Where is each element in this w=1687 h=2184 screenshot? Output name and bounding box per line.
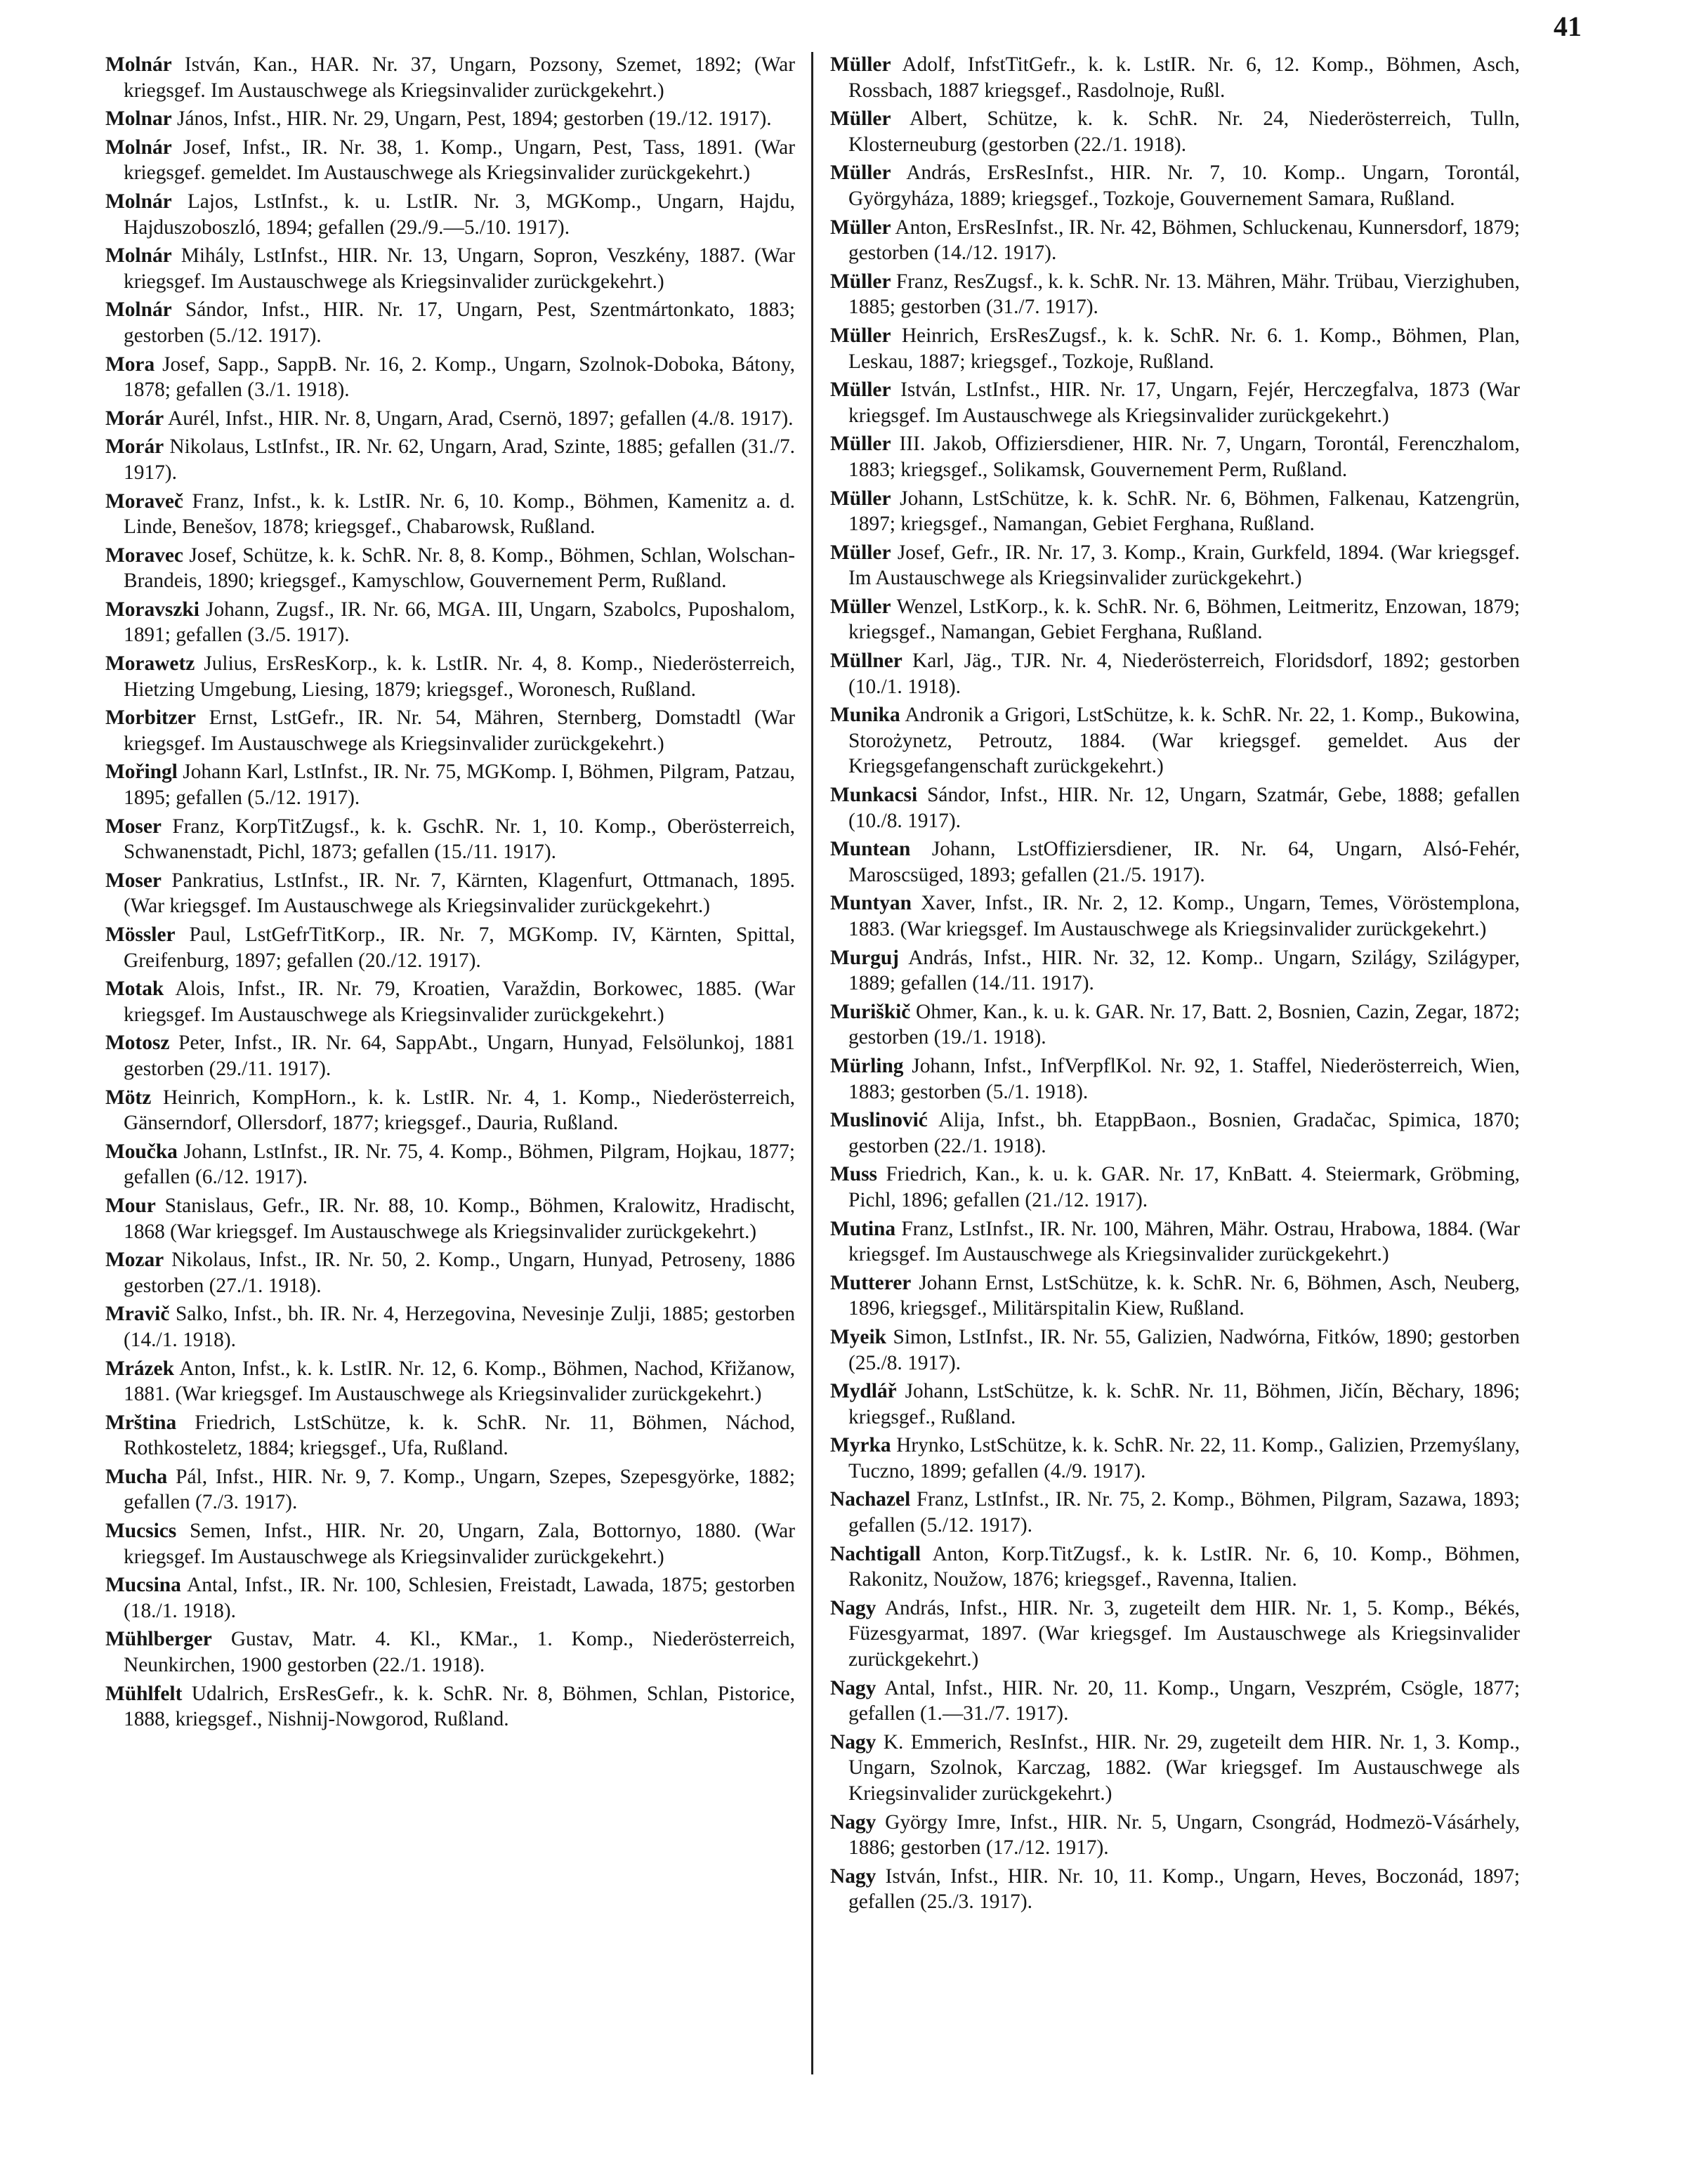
surname: Müller [830, 433, 891, 456]
entry-details: György Imre, Infst., HIR. Nr. 5, Ungarn, Csongrád, Hodmezö-Vásárhely, 1886; gestorben (17./12. 1917). [848, 1810, 1520, 1860]
entry-details: Ernst, LstGefr., IR. Nr. 54, Mähren, Sternberg, Domstadtl (War kriegsgef. Im Austauschwege als Kriegsinvalider zurückgekehrt.) [124, 706, 795, 755]
casualty-entry [830, 594, 1520, 645]
casualty-entry [105, 922, 795, 973]
entry-details: Heinrich, KompHorn., k. k. LstIR. Nr. 4, 1. Komp., Niederösterreich, Gänserndorf, Ollersdorf, 1877; kriegsgef., Dauria, Rußland. [124, 1086, 795, 1135]
entry-details: Johann, LstOffiziersdiener, IR. Nr. 64, Ungarn, Alsó-Fehér, Maroscsüged, 1893; gefallen (21./5. 1917). [848, 838, 1520, 886]
casualty-entry [830, 999, 1520, 1051]
entry-details: Johann, LstInfst., IR. Nr. 75, 4. Komp., Böhmen, Pilgram, Hojkau, 1877; gefallen (6./12. 1917). [124, 1140, 795, 1189]
casualty-entry [105, 189, 795, 240]
surname: Mořingl [105, 761, 178, 784]
casualty-entry [830, 1730, 1520, 1807]
casualty-entry [105, 52, 795, 103]
casualty-entry [105, 1193, 795, 1244]
surname: Moravec [105, 544, 183, 567]
casualty-entry [830, 1433, 1520, 1484]
surname: Moravszki [105, 598, 199, 621]
casualty-entry [830, 1676, 1520, 1727]
entry-details: Mihály, LstInfst., HIR. Nr. 13, Ungarn, Sopron, Veszkény, 1887. (War kriegsgef. Im Austauschwege als Kriegsinvalider zurückgekehrt.) [124, 244, 795, 293]
surname: Molnár [105, 298, 172, 322]
casualty-entry [830, 323, 1520, 374]
surname: Mravič [105, 1303, 170, 1326]
entry-details: Hrynko, LstSchütze, k. k. SchR. Nr. 22, 11. Komp., Galizien, Przemyślany, Tuczno, 1899; gefallen (4./9. 1917). [848, 1434, 1520, 1482]
surname: Motosz [105, 1032, 170, 1055]
casualty-entry [830, 1270, 1520, 1322]
surname: Müller [830, 107, 891, 131]
casualty-entry [830, 648, 1520, 699]
entry-details: Paul, LstGefrTitKorp., IR. Nr. 7, MGKomp. IV, Kärnten, Spittal, Greifenburg, 1897; gefallen (20./12. 1917). [124, 923, 795, 972]
entry-details: Franz, Infst., k. k. LstIR. Nr. 6, 10. Komp., Böhmen, Kamenitz a. d. Linde, Benešov, 1878; kriegsgef., Chabarowsk, Rußland. [124, 489, 795, 539]
casualty-entry [105, 1247, 795, 1298]
entry-details: Johann, LstSchütze, k. k. SchR. Nr. 6, Böhmen, Falkenau, Katzengrün, 1897; kriegsgef., Namangan, Gebiet Ferghana, Rußland. [848, 487, 1520, 536]
entry-details: Friedrich, Kan., k. u. k. GAR. Nr. 17, KnBatt. 4. Steiermark, Gröbming, Pichl, 1896; gefallen (21./12. 1917). [848, 1163, 1520, 1211]
surname: Morár [105, 407, 164, 430]
casualty-entry [105, 243, 795, 294]
surname: Mürling [830, 1054, 904, 1077]
casualty-entry [830, 106, 1520, 157]
entry-details: Johann, LstSchütze, k. k. SchR. Nr. 11, Böhmen, Jičín, Běchary, 1896; kriegsgef., Rußland. [848, 1380, 1520, 1428]
surname: Müller [830, 379, 891, 402]
casualty-entry [105, 597, 795, 648]
entry-details: Friedrich, LstSchütze, k. k. SchR. Nr. 11, Böhmen, Náchod, Rothkosteletz, 1884; kriegsgef., Ufa, Rußland. [124, 1411, 795, 1460]
casualty-entry [105, 434, 795, 485]
surname: Müller [830, 53, 891, 76]
entry-details: István, Kan., HAR. Nr. 37, Ungarn, Pozsony, Szemet, 1892; (War kriegsgef. Im Austauschwege als Kriegsinvalider zurückgekehrt.) [124, 53, 795, 102]
surname: Morár [105, 435, 164, 459]
entry-details: Heinrich, ErsResZugsf., k. k. SchR. Nr. 6. 1. Komp., Böhmen, Plan, Leskau, 1887; kriegsgef., Tozkoje, Rußland. [848, 324, 1520, 373]
casualty-entry [105, 406, 795, 432]
surname: Mucsics [105, 1520, 177, 1543]
surname: Müller [830, 324, 891, 347]
casualty-entry [830, 540, 1520, 591]
casualty-entry [830, 1053, 1520, 1105]
entry-details: Franz, LstInfst., IR. Nr. 75, 2. Komp., Böhmen, Pilgram, Sazawa, 1893; gefallen (5./12. 1917). [848, 1488, 1520, 1537]
casualty-entry [830, 1541, 1520, 1593]
casualty-entry [105, 489, 795, 540]
surname: Nagy [830, 1730, 877, 1754]
casualty-entry [105, 1301, 795, 1353]
surname: Nachazel [830, 1488, 911, 1511]
casualty-entry [105, 1681, 795, 1732]
surname: Nagy [830, 1596, 877, 1619]
surname: Mucha [105, 1465, 168, 1488]
entry-details: Peter, Infst., IR. Nr. 64, SappAbt., Ungarn, Hunyad, Felsölunkoj, 1881 gestorben (29./11. 1917). [124, 1032, 795, 1080]
surname: Muslinović [830, 1109, 928, 1132]
entry-details: András, Infst., HIR. Nr. 32, 12. Komp.. Ungarn, Szilágy, Szilágyper, 1889; gefallen (14./11. 1917). [848, 946, 1520, 995]
surname: Muss [830, 1163, 877, 1186]
surname: Moučka [105, 1140, 178, 1163]
entry-details: Simon, LstInfst., IR. Nr. 55, Galizien, Nadwórna, Fitków, 1890; gestorben (25./8. 1917). [848, 1325, 1520, 1374]
surname: Müller [830, 595, 891, 618]
casualty-entry [105, 1626, 795, 1678]
entry-details: Johann, Zugsf., IR. Nr. 66, MGA. III, Ungarn, Szabolcs, Puposhalom, 1891; gefallen (3./5. 1917). [124, 598, 795, 647]
casualty-entry [105, 543, 795, 594]
casualty-entry [830, 1864, 1520, 1915]
casualty-entry [105, 1464, 795, 1515]
casualty-entry [830, 1162, 1520, 1213]
surname: Mühlfelt [105, 1682, 183, 1705]
casualty-entry [830, 1379, 1520, 1430]
entry-details: K. Emmerich, ResInfst., HIR. Nr. 29, zugeteilt dem HIR. Nr. 1, 3. Komp., Ungarn, Szolnok, Karczag, 1882. (War kriegsgef. Im Austauschwege als Kriegsinvalider zurückgekehrt.) [848, 1730, 1520, 1805]
entry-details: Johann Ernst, LstSchütze, k. k. SchR. Nr. 6, Böhmen, Asch, Neuberg, 1896, kriegsgef., Militärspitalin Kiew, Rußland. [848, 1271, 1520, 1320]
surname: Mötz [105, 1086, 152, 1109]
surname: Mössler [105, 923, 176, 946]
column-divider [811, 52, 813, 2074]
entry-details: Anton, Infst., k. k. LstIR. Nr. 12, 6. Komp., Böhmen, Nachod, Křižanow, 1881. (War kriegsgef. Im Austauschwege als Kriegsinvalider zurückgekehrt.) [124, 1357, 795, 1406]
casualty-entry [830, 52, 1520, 103]
entry-details: Josef, Infst., IR. Nr. 38, 1. Komp., Ungarn, Pest, Tass, 1891. (War kriegsgef. gemeldet. Im Austauschwege als Kriegsinvalider zurückgekehrt.) [124, 136, 795, 185]
entry-details: Alija, Infst., bh. EtappBaon., Bosnien, Gradačac, Spimica, 1870; gestorben (22./1. 1918). [848, 1109, 1520, 1157]
casualty-entry [105, 1572, 795, 1624]
entry-details: Sándor, Infst., HIR. Nr. 17, Ungarn, Pest, Szentmártonkato, 1883; gestorben (5./12. 1917). [124, 298, 795, 347]
surname: Morbitzer [105, 706, 196, 730]
entry-details: Salko, Infst., bh. IR. Nr. 4, Herzegovina, Nevesinje Zulji, 1885; gestorben (14./1. 1918). [124, 1303, 795, 1351]
surname: Mrština [105, 1411, 177, 1434]
surname: Müller [830, 162, 891, 185]
surname: Munkacsi [830, 784, 918, 807]
casualty-entry [830, 1324, 1520, 1376]
page-number: 41 [1554, 11, 1582, 42]
surname: Mour [105, 1194, 156, 1217]
casualty-entry [830, 836, 1520, 888]
surname: Myeik [830, 1325, 886, 1348]
casualty-entry [105, 1030, 795, 1081]
entry-details: Stanislaus, Gefr., IR. Nr. 88, 10. Komp., Böhmen, Kralowitz, Hradischt, 1868 (War kriegsgef. Im Austauschwege als Kriegsinvalider zurückgekehrt.) [124, 1194, 795, 1243]
surname: Myrka [830, 1434, 891, 1457]
casualty-entry [105, 705, 795, 756]
entry-details: Franz, LstInfst., IR. Nr. 100, Mähren, Mähr. Ostrau, Hrabowa, 1884. (War kriegsgef. Im Austauschwege als Kriegsinvalider zurückgekehrt.) [848, 1217, 1520, 1266]
entry-details: Johann Karl, LstInfst., IR. Nr. 75, MGKomp. I, Böhmen, Pilgram, Patzau, 1895; gefallen (5./12. 1917). [124, 761, 795, 810]
casualty-entry [830, 702, 1520, 779]
casualty-entry [830, 160, 1520, 211]
entry-details: Nikolaus, Infst., IR. Nr. 50, 2. Komp., Ungarn, Hunyad, Petroseny, 1886 gestorben (27./1. 1918). [124, 1249, 795, 1297]
surname: Motak [105, 978, 164, 1001]
casualty-entry [830, 1810, 1520, 1861]
surname: Müller [830, 541, 891, 564]
entry-details: Albert, Schütze, k. k. SchR. Nr. 24, Niederösterreich, Tulln, Klosterneuburg (gestorben (22./1. 1918). [848, 107, 1520, 156]
surname: Mrázek [105, 1357, 174, 1380]
casualty-entry [830, 1107, 1520, 1159]
casualty-entry [830, 377, 1520, 428]
entry-details: Pankratius, LstInfst., IR. Nr. 7, Kärnten, Klagenfurt, Ottmanach, 1895. (War kriegsgef. Im Austauschwege als Kriegsinvalider zurückgekehrt.) [124, 869, 795, 918]
surname: Moraveč [105, 489, 183, 513]
entry-details: Ohmer, Kan., k. u. k. GAR. Nr. 17, Batt. 2, Bosnien, Cazin, Zegar, 1872; gestorben (19./1. 1918). [848, 1000, 1520, 1049]
entry-details: István, LstInfst., HIR. Nr. 17, Ungarn, Fejér, Herczegfalva, 1873 (War kriegsgef. Im Austauschwege als Kriegsinvalider zurückgekehrt.) [848, 379, 1520, 427]
surname: Muntean [830, 838, 911, 861]
casualty-entry [830, 269, 1520, 320]
entry-details: István, Infst., HIR. Nr. 10, 11. Komp., Ungarn, Heves, Boczonád, 1897; gefallen (25./3. 1917). [848, 1864, 1520, 1914]
casualty-entry [105, 1139, 795, 1190]
casualty-entry [830, 1216, 1520, 1268]
surname: Muntyan [830, 892, 912, 915]
entry-details: András, Infst., HIR. Nr. 3, zugeteilt dem HIR. Nr. 1, 5. Komp., Békés, Füzesgyarmat, 1897. (War kriegsgef. Im Austauschwege als Kriegsinvalider zurückgekehrt.) [848, 1596, 1521, 1671]
entry-details: Karl, Jäg., TJR. Nr. 4, Niederösterreich, Floridsdorf, 1892; gestorben (10./1. 1918). [848, 650, 1520, 698]
surname: Molnar [105, 107, 172, 131]
casualty-entry [830, 1487, 1520, 1538]
surname: Moser [105, 869, 162, 892]
entry-details: Antal, Infst., IR. Nr. 100, Schlesien, Freistadt, Lawada, 1875; gestorben (18./1. 1918). [124, 1574, 795, 1622]
entry-details: Anton, ErsResInfst., IR. Nr. 42, Böhmen, Schluckenau, Kunnersdorf, 1879; gestorben (14./12. 1917). [848, 216, 1521, 265]
entry-details: Josef, Sapp., SappB. Nr. 16, 2. Komp., Ungarn, Szolnok-Doboka, Bátony, 1878; gefallen (3./1. 1918). [124, 353, 795, 402]
entry-details: Alois, Infst., IR. Nr. 79, Kroatien, Varaždin, Borkowec, 1885. (War kriegsgef. Im Austauschwege als Kriegsinvalider zurückgekehrt.) [124, 978, 795, 1026]
entry-details: Andronik a Grigori, LstSchütze, k. k. SchR. Nr. 22, 1. Komp., Bukowina, Storożynetz, Petroutz, 1884. (War kriegsgef. gemeldet. Aus der Kriegsgefangenschaft zurückgekehrt.) [848, 704, 1520, 778]
casualty-entry [105, 976, 795, 1027]
surname: Murguj [830, 946, 899, 969]
entry-details: Xaver, Infst., IR. Nr. 2, 12. Komp., Ungarn, Temes, Vöröstemplona, 1883. (War kriegsgef. Im Austauschwege als Kriegsinvalider zurückgekehrt.) [848, 892, 1520, 940]
casualty-entry [105, 651, 795, 702]
entry-details: András, ErsResInfst., HIR. Nr. 7, 10. Komp.. Ungarn, Torontál, Györgyháza, 1889; kriegsgef., Tozkoje, Gouvernement Samara, Rußland. [848, 162, 1520, 210]
entry-details: Antal, Infst., HIR. Nr. 20, 11. Komp., Ungarn, Veszprém, Csögle, 1877; gefallen (1.—31./7. 1917). [848, 1676, 1520, 1725]
entry-details: Udalrich, ErsResGefr., k. k. SchR. Nr. 8, Böhmen, Schlan, Pistorice, 1888, kriegsgef., Nishnij-Nowgorod, Rußland. [124, 1682, 795, 1731]
entry-details: Nikolaus, LstInfst., IR. Nr. 62, Ungarn, Arad, Szinte, 1885; gefallen (31./7. 1917). [124, 435, 795, 484]
entry-details: Josef, Schütze, k. k. SchR. Nr. 8, 8. Komp., Böhmen, Schlan, Wolschan-Brandeis, 1890; kriegsgef., Kamyschlow, Gouvernement Perm, Rußland. [124, 544, 795, 593]
casualty-entry [105, 759, 795, 810]
surname: Nagy [830, 1864, 877, 1888]
surname: Mutina [830, 1217, 896, 1240]
surname: Müller [830, 216, 891, 239]
entry-details: János, Infst., HIR. Nr. 29, Ungarn, Pest, 1894; gestorben (19./12. 1917). [177, 107, 772, 131]
surname: Mozar [105, 1249, 164, 1272]
surname: Munika [830, 704, 900, 727]
entry-details: Semen, Infst., HIR. Nr. 20, Ungarn, Zala, Bottornyo, 1880. (War kriegsgef. Im Austauschwege als Kriegsinvalider zurückgekehrt.) [124, 1520, 795, 1568]
casualty-entry [830, 782, 1520, 834]
surname: Müller [830, 487, 891, 510]
surname: Molnár [105, 53, 172, 76]
entry-details: Gustav, Matr. 4. Kl., KMar., 1. Komp., Niederösterreich, Neunkirchen, 1900 gestorben (22./1. 1918). [124, 1628, 795, 1677]
surname: Mutterer [830, 1271, 912, 1294]
surname: Mydlář [830, 1380, 897, 1403]
surname: Moser [105, 815, 162, 838]
surname: Mühlberger [105, 1628, 212, 1651]
surname: Mucsina [105, 1574, 181, 1597]
surname: Müller [830, 270, 891, 293]
entry-details: Josef, Gefr., IR. Nr. 17, 3. Komp., Krain, Gurkfeld, 1894. (War kriegsgef. Im Austauschwege als Kriegsinvalider zurückgekehrt.) [848, 541, 1520, 590]
surname: Molnár [105, 190, 172, 213]
surname: Morawetz [105, 652, 195, 676]
surname: Mora [105, 353, 155, 376]
casualty-entry [105, 868, 795, 919]
casualty-entry [105, 1356, 795, 1407]
casualty-entry [830, 890, 1520, 942]
casualty-entry [105, 814, 795, 865]
entry-details: Aurél, Infst., HIR. Nr. 8, Ungarn, Arad, Csernö, 1897; gefallen (4./8. 1917). [167, 407, 794, 430]
entry-details: III. Jakob, Offiziersdiener, HIR. Nr. 7, Ungarn, Torontál, Ferenczhalom, 1883; kriegsgef., Solikamsk, Gouvernement Perm, Rußland. [848, 433, 1520, 481]
casualty-entry [105, 1085, 795, 1136]
casualty-entry [105, 106, 795, 132]
casualty-entry [105, 1410, 795, 1461]
casualty-entry [830, 431, 1520, 482]
entry-details: Julius, ErsResKorp., k. k. LstIR. Nr. 4, 8. Komp., Niederösterreich, Hietzing Umgebung, Liesing, 1879; kriegsgef., Woronesch, Rußland. [124, 652, 795, 701]
surname: Molnár [105, 136, 172, 159]
entry-details: Franz, KorpTitZugsf., k. k. GschR. Nr. 1, 10. Komp., Oberösterreich, Schwanenstadt, Pichl, 1873; gefallen (15./11. 1917). [124, 815, 795, 864]
casualty-entry [105, 135, 795, 186]
surname: Nachtigall [830, 1542, 921, 1565]
surname: Nagy [830, 1810, 877, 1834]
right-column [830, 52, 1520, 1918]
entry-details: Sándor, Infst., HIR. Nr. 12, Ungarn, Szatmár, Gebe, 1888; gefallen (10./8. 1917). [848, 784, 1520, 832]
casualty-entry [830, 945, 1520, 996]
casualty-entry [105, 1518, 795, 1570]
entry-details: Franz, ResZugsf., k. k. SchR. Nr. 13. Mähren, Mähr. Trübau, Vierzighuben, 1885; gestorben (31./7. 1917). [848, 270, 1520, 319]
surname: Molnár [105, 244, 172, 268]
casualty-entry [105, 297, 795, 348]
entry-details: Lajos, LstInfst., k. u. LstIR. Nr. 3, MGKomp., Ungarn, Hajdu, Hajduszoboszló, 1894; gefallen (29./9.—5./10. 1917). [124, 190, 795, 239]
entry-details: Adolf, InfstTitGefr., k. k. LstIR. Nr. 6, 12. Komp., Böhmen, Asch, Rossbach, 1887 kriegsgef., Rasdolnoje, Rußl. [848, 53, 1521, 102]
left-column [105, 52, 795, 1735]
casualty-entry [830, 486, 1520, 537]
casualty-entry [830, 1596, 1520, 1673]
entry-details: Johann, Infst., InfVerpflKol. Nr. 92, 1. Staffel, Niederösterreich, Wien, 1883; gestorben (5./1. 1918). [848, 1054, 1520, 1103]
casualty-entry [830, 215, 1520, 266]
entry-details: Anton, Korp.TitZugsf., k. k. LstIR. Nr. 6, 10. Komp., Böhmen, Rakonitz, Noužow, 1876; kriegsgef., Ravenna, Italien. [848, 1542, 1520, 1591]
surname: Muriškič [830, 1000, 911, 1023]
casualty-entry [105, 352, 795, 403]
surname: Nagy [830, 1676, 877, 1699]
entry-details: Pál, Infst., HIR. Nr. 9, 7. Komp., Ungarn, Szepes, Szepesgyörke, 1882; gefallen (7./3. 1917). [124, 1465, 795, 1514]
surname: Müllner [830, 650, 902, 673]
entry-details: Wenzel, LstKorp., k. k. SchR. Nr. 6, Böhmen, Leitmeritz, Enzowan, 1879; kriegsgef., Namangan, Gebiet Ferghana, Rußland. [848, 595, 1520, 644]
